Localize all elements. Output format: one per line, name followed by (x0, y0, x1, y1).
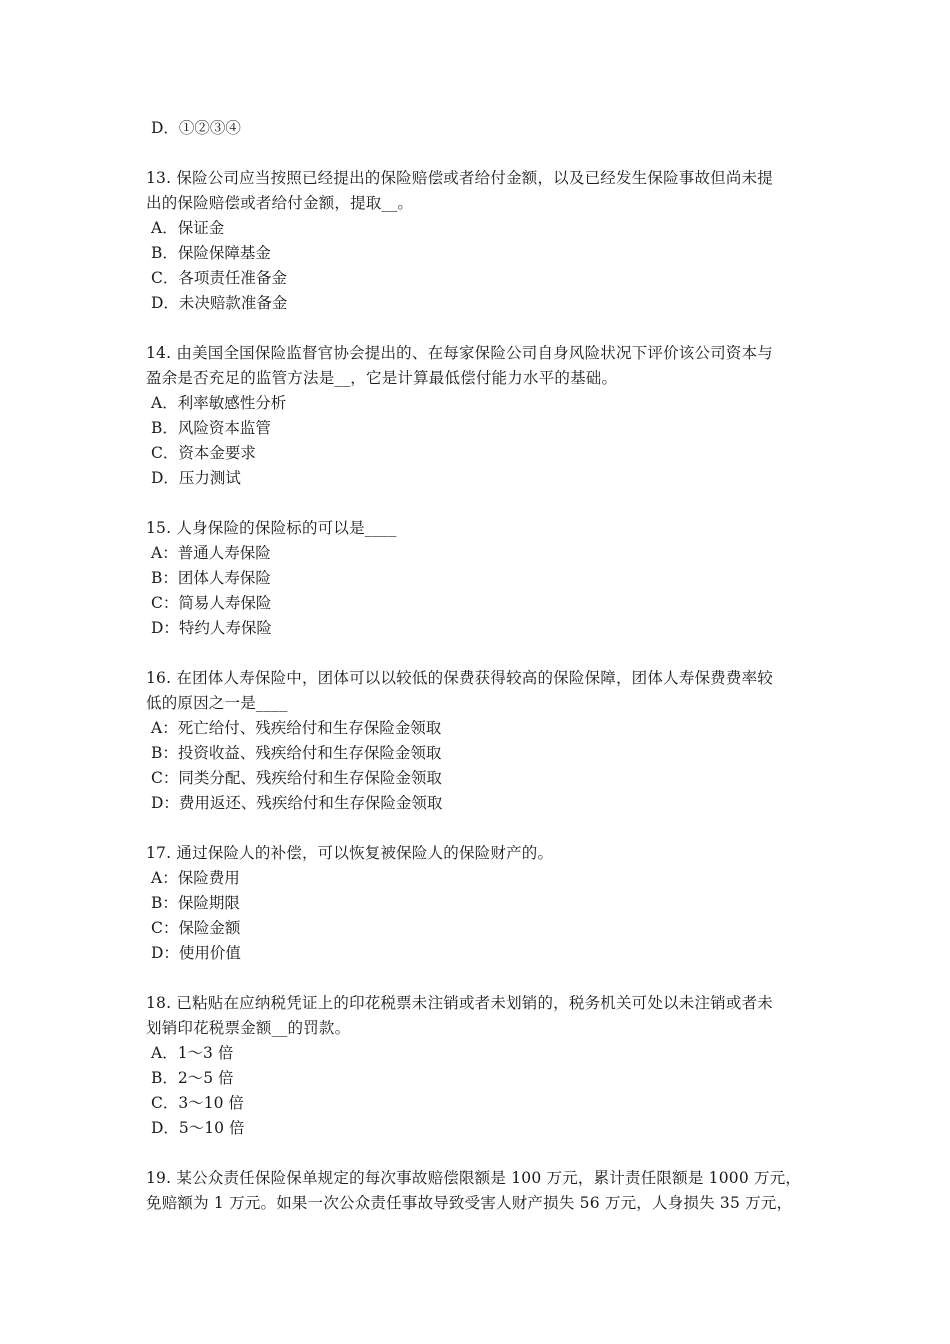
spacer (146, 816, 810, 841)
option-c: C．3～10 倍 (151, 1094, 244, 1112)
spacer (146, 641, 810, 666)
spacer (146, 491, 810, 516)
question-text: 免赔额为 1 万元。如果一次公众责任事故导致受害人财产损失 56 万元，人身损失 35 万元， (146, 1194, 793, 1212)
option-b: B．2～5 倍 (151, 1069, 234, 1087)
spacer (146, 966, 810, 991)
question-text: 18. 已粘贴在应纳税凭证上的印花税票未注销或者未划销的，税务机关可处以未注销或者未 (146, 994, 773, 1012)
question-17 (146, 841, 810, 966)
option-a: A．利率敏感性分析 (151, 394, 287, 412)
option-b: B：保险期限 (151, 894, 240, 912)
question-text: 划销印花税票金额__的罚款。 (146, 1019, 351, 1037)
question-text: 15. 人身保险的保险标的可以是____ (146, 519, 397, 537)
question-text: 16. 在团体人寿保险中，团体可以以较低的保费获得较高的保险保障，团体人寿保费费率较 (146, 669, 773, 687)
question-14 (146, 341, 810, 491)
option-a: A：保险费用 (151, 869, 240, 887)
spacer (146, 1141, 810, 1166)
option-b: B：投资收益、残疾给付和生存保险金领取 (151, 744, 442, 762)
option-d: D：费用返还、残疾给付和生存保险金领取 (151, 794, 443, 812)
option-d: D：使用价值 (151, 944, 241, 962)
question-text: 低的原因之一是____ (146, 694, 288, 712)
option-d: D．未决赔款准备金 (151, 294, 288, 312)
option-c: C：保险金额 (151, 919, 241, 937)
question-15 (146, 516, 810, 641)
option-b: B．保险保障基金 (151, 244, 271, 262)
option-a: A．保证金 (151, 219, 225, 237)
question-16 (146, 666, 810, 816)
option-a: A：死亡给付、残疾给付和生存保险金领取 (151, 719, 442, 737)
option-d: D．5～10 倍 (151, 1119, 245, 1137)
question-19 (146, 1166, 810, 1216)
question-18 (146, 991, 810, 1141)
option-b: B．风险资本监管 (151, 419, 271, 437)
question-text: 19. 某公众责任保险保单规定的每次事故赔偿限额是 100 万元，累计责任限额是 1000 万元， (146, 1169, 802, 1187)
option-a: A：普通人寿保险 (151, 544, 271, 562)
option-b: B：团体人寿保险 (151, 569, 271, 587)
question-text: 出的保险赔偿或者给付金额，提取__。 (146, 194, 414, 212)
option-d: D．压力测试 (151, 469, 241, 487)
spacer (146, 141, 810, 166)
question-text: 盈余是否充足的监管方法是__，它是计算最低偿付能力水平的基础。 (146, 369, 618, 387)
option-d-prev: D．①②③④ (151, 119, 241, 137)
option-d: D：特约人寿保险 (151, 619, 272, 637)
option-a: A．1～3 倍 (151, 1044, 234, 1062)
document-page (146, 116, 810, 1216)
question-text: 13. 保险公司应当按照已经提出的保险赔偿或者给付金额，以及已经发生保险事故但尚未提 (146, 169, 773, 187)
spacer (146, 316, 810, 341)
option-c: C：同类分配、残疾给付和生存保险金领取 (151, 769, 442, 787)
option-c: C．资本金要求 (151, 444, 256, 462)
question-13 (146, 166, 810, 316)
option-c: C：简易人寿保险 (151, 594, 272, 612)
question-text: 14. 由美国全国保险监督官协会提出的、在每家保险公司自身风险状况下评价该公司资本与 (146, 344, 773, 362)
option-c: C．各项责任准备金 (151, 269, 287, 287)
question-text: 17. 通过保险人的补偿，可以恢复被保险人的保险财产的。 (146, 844, 554, 862)
